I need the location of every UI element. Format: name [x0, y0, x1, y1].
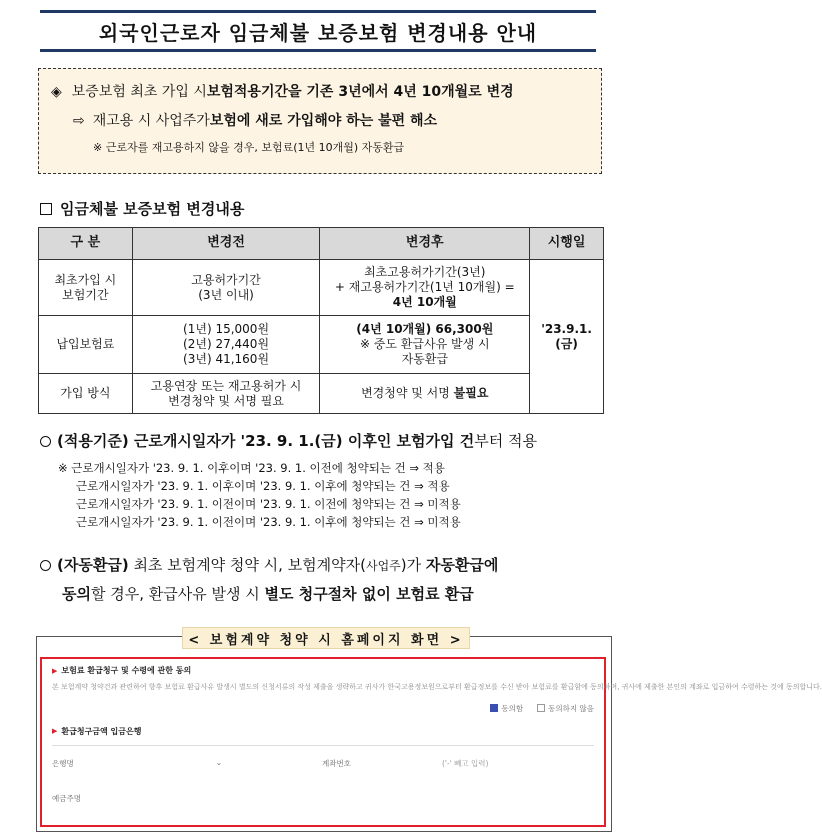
- notice-line-3: ※ 근로자를 재고용하지 않을 경우, 보험료(1년 10개월) 자동환급: [93, 141, 405, 154]
- comparison-table: [38, 227, 604, 414]
- circle-bullet-icon: [40, 560, 51, 571]
- circle-bullet-icon: [40, 436, 51, 447]
- chevron-down-icon: ⌄: [215, 757, 222, 767]
- divider: [52, 745, 594, 746]
- bank-account-row: [52, 758, 594, 769]
- notice-line-1: ◈ 보증보험 최초 가입 시 보험적용기간을 기존 3년에서 4년 10개월로 변경: [51, 84, 514, 100]
- list-item: ※ 근로개시일자가 '23. 9. 1. 이후이며 '23. 9. 1. 이전에 청약되는 건 ⇒ 적용: [58, 461, 445, 475]
- after-cell: 변경청약 및 서명 불필요: [320, 374, 530, 414]
- column-header: 변경전: [132, 228, 320, 260]
- consent-options: [52, 703, 594, 714]
- table-row: [39, 260, 604, 316]
- criteria-paragraph: (적용기준) 근로개시일자가 '23. 9. 1.(금) 이후인 보험가입 건부터 적용: [40, 430, 537, 451]
- diamond-bullet-icon: ◈: [51, 84, 62, 100]
- row-label: 납입보험료: [39, 316, 133, 374]
- notice-line-2: ⇨ 재고용 시 사업주가 보험에 새로 가입해야 하는 불편 해소: [73, 113, 438, 129]
- title-banner: [40, 10, 596, 52]
- after-cell: 최초고용허가기간(3년) + 재고용허가기간(1년 10개월) = 4년 10개월: [320, 260, 530, 316]
- page-title: 외국인근로자 임금체불 보증보험 변경내용 안내: [98, 20, 538, 45]
- consent-section-title: ▶ 보험료 환급청구 및 수령에 관한 동의: [52, 666, 192, 675]
- before-cell: 고용허가기간 (3년 이내): [132, 260, 320, 316]
- homepage-screenshot: [40, 657, 822, 827]
- bank-select[interactable]: 은행명 ⌄: [52, 757, 222, 768]
- list-item: 근로개시일자가 '23. 9. 1. 이전이며 '23. 9. 1. 이후에 청약되는 건 ⇒ 미적용: [76, 515, 461, 529]
- consent-description: 본 보험계약 청약건과 관련하여 향후 보험료 환급사유 발생시 별도의 신청서류의 작성 제출을 생략하고 귀사가 한국고용정보원으로부터 환급정보를 수신 받아 보험료를 환급함에 동의하며, 귀사에 제출한 본인의 계좌로 입금하여 수령하는 것에 동의합니다.: [52, 683, 822, 691]
- checked-box-icon: [490, 704, 498, 712]
- unchecked-box-icon: [537, 704, 545, 712]
- row-label: 가입 방식: [39, 374, 133, 414]
- table-header-row: [39, 228, 604, 260]
- table-row: [39, 374, 604, 414]
- list-item: 근로개시일자가 '23. 9. 1. 이전이며 '23. 9. 1. 이전에 청약되는 건 ⇒ 미적용: [76, 497, 461, 511]
- row-label: 최초가입 시 보험기간: [39, 260, 133, 316]
- auto-refund-paragraph-cont: 동의할 경우, 환급사유 발생 시 별도 청구절차 없이 보험료 환급: [62, 585, 474, 603]
- agree-checkbox[interactable]: 동의함: [490, 703, 523, 714]
- account-holder-field[interactable]: 예금주명: [52, 793, 81, 803]
- refund-bank-section-title: ▶ 환급청구금액 입금은행: [52, 726, 142, 736]
- summary-notice-box: [38, 68, 602, 174]
- account-number-label: 계좌번호: [322, 758, 351, 768]
- account-number-input[interactable]: ('-' 빼고 입력): [442, 758, 489, 768]
- before-cell: (1년) 15,000원 (2년) 27,440원 (3년) 41,160원: [132, 316, 320, 374]
- triangle-bullet-icon: ▶: [52, 727, 58, 735]
- effective-date: '23.9.1.(금): [530, 260, 604, 414]
- screenshot-caption: < 보험계약 청약 시 홈페이지 화면 >: [182, 627, 470, 649]
- table-row: [39, 316, 604, 374]
- list-item: 근로개시일자가 '23. 9. 1. 이후이며 '23. 9. 1. 이후에 청약되는 건 ⇒ 적용: [76, 479, 450, 493]
- arrow-right-icon: ⇨: [73, 113, 85, 129]
- before-cell: 고용연장 또는 재고용허가 시 변경청약 및 서명 필요: [132, 374, 320, 414]
- column-header: 시행일: [530, 228, 604, 260]
- criteria-sub-list: [58, 459, 461, 531]
- section-heading: 임금체불 보증보험 변경내용: [40, 198, 244, 219]
- disagree-checkbox[interactable]: 동의하지 않음: [537, 703, 594, 714]
- column-header: 구 분: [39, 228, 133, 260]
- triangle-bullet-icon: ▶: [52, 666, 58, 675]
- square-bullet-icon: [40, 203, 52, 215]
- column-header: 변경후: [320, 228, 530, 260]
- auto-refund-paragraph: (자동환급) 최초 보험계약 청약 시, 보험계약자(사업주)가 자동환급에: [40, 554, 498, 575]
- after-cell: (4년 10개월) 66,300원 ※ 중도 환급사유 발생 시 자동환급: [320, 316, 530, 374]
